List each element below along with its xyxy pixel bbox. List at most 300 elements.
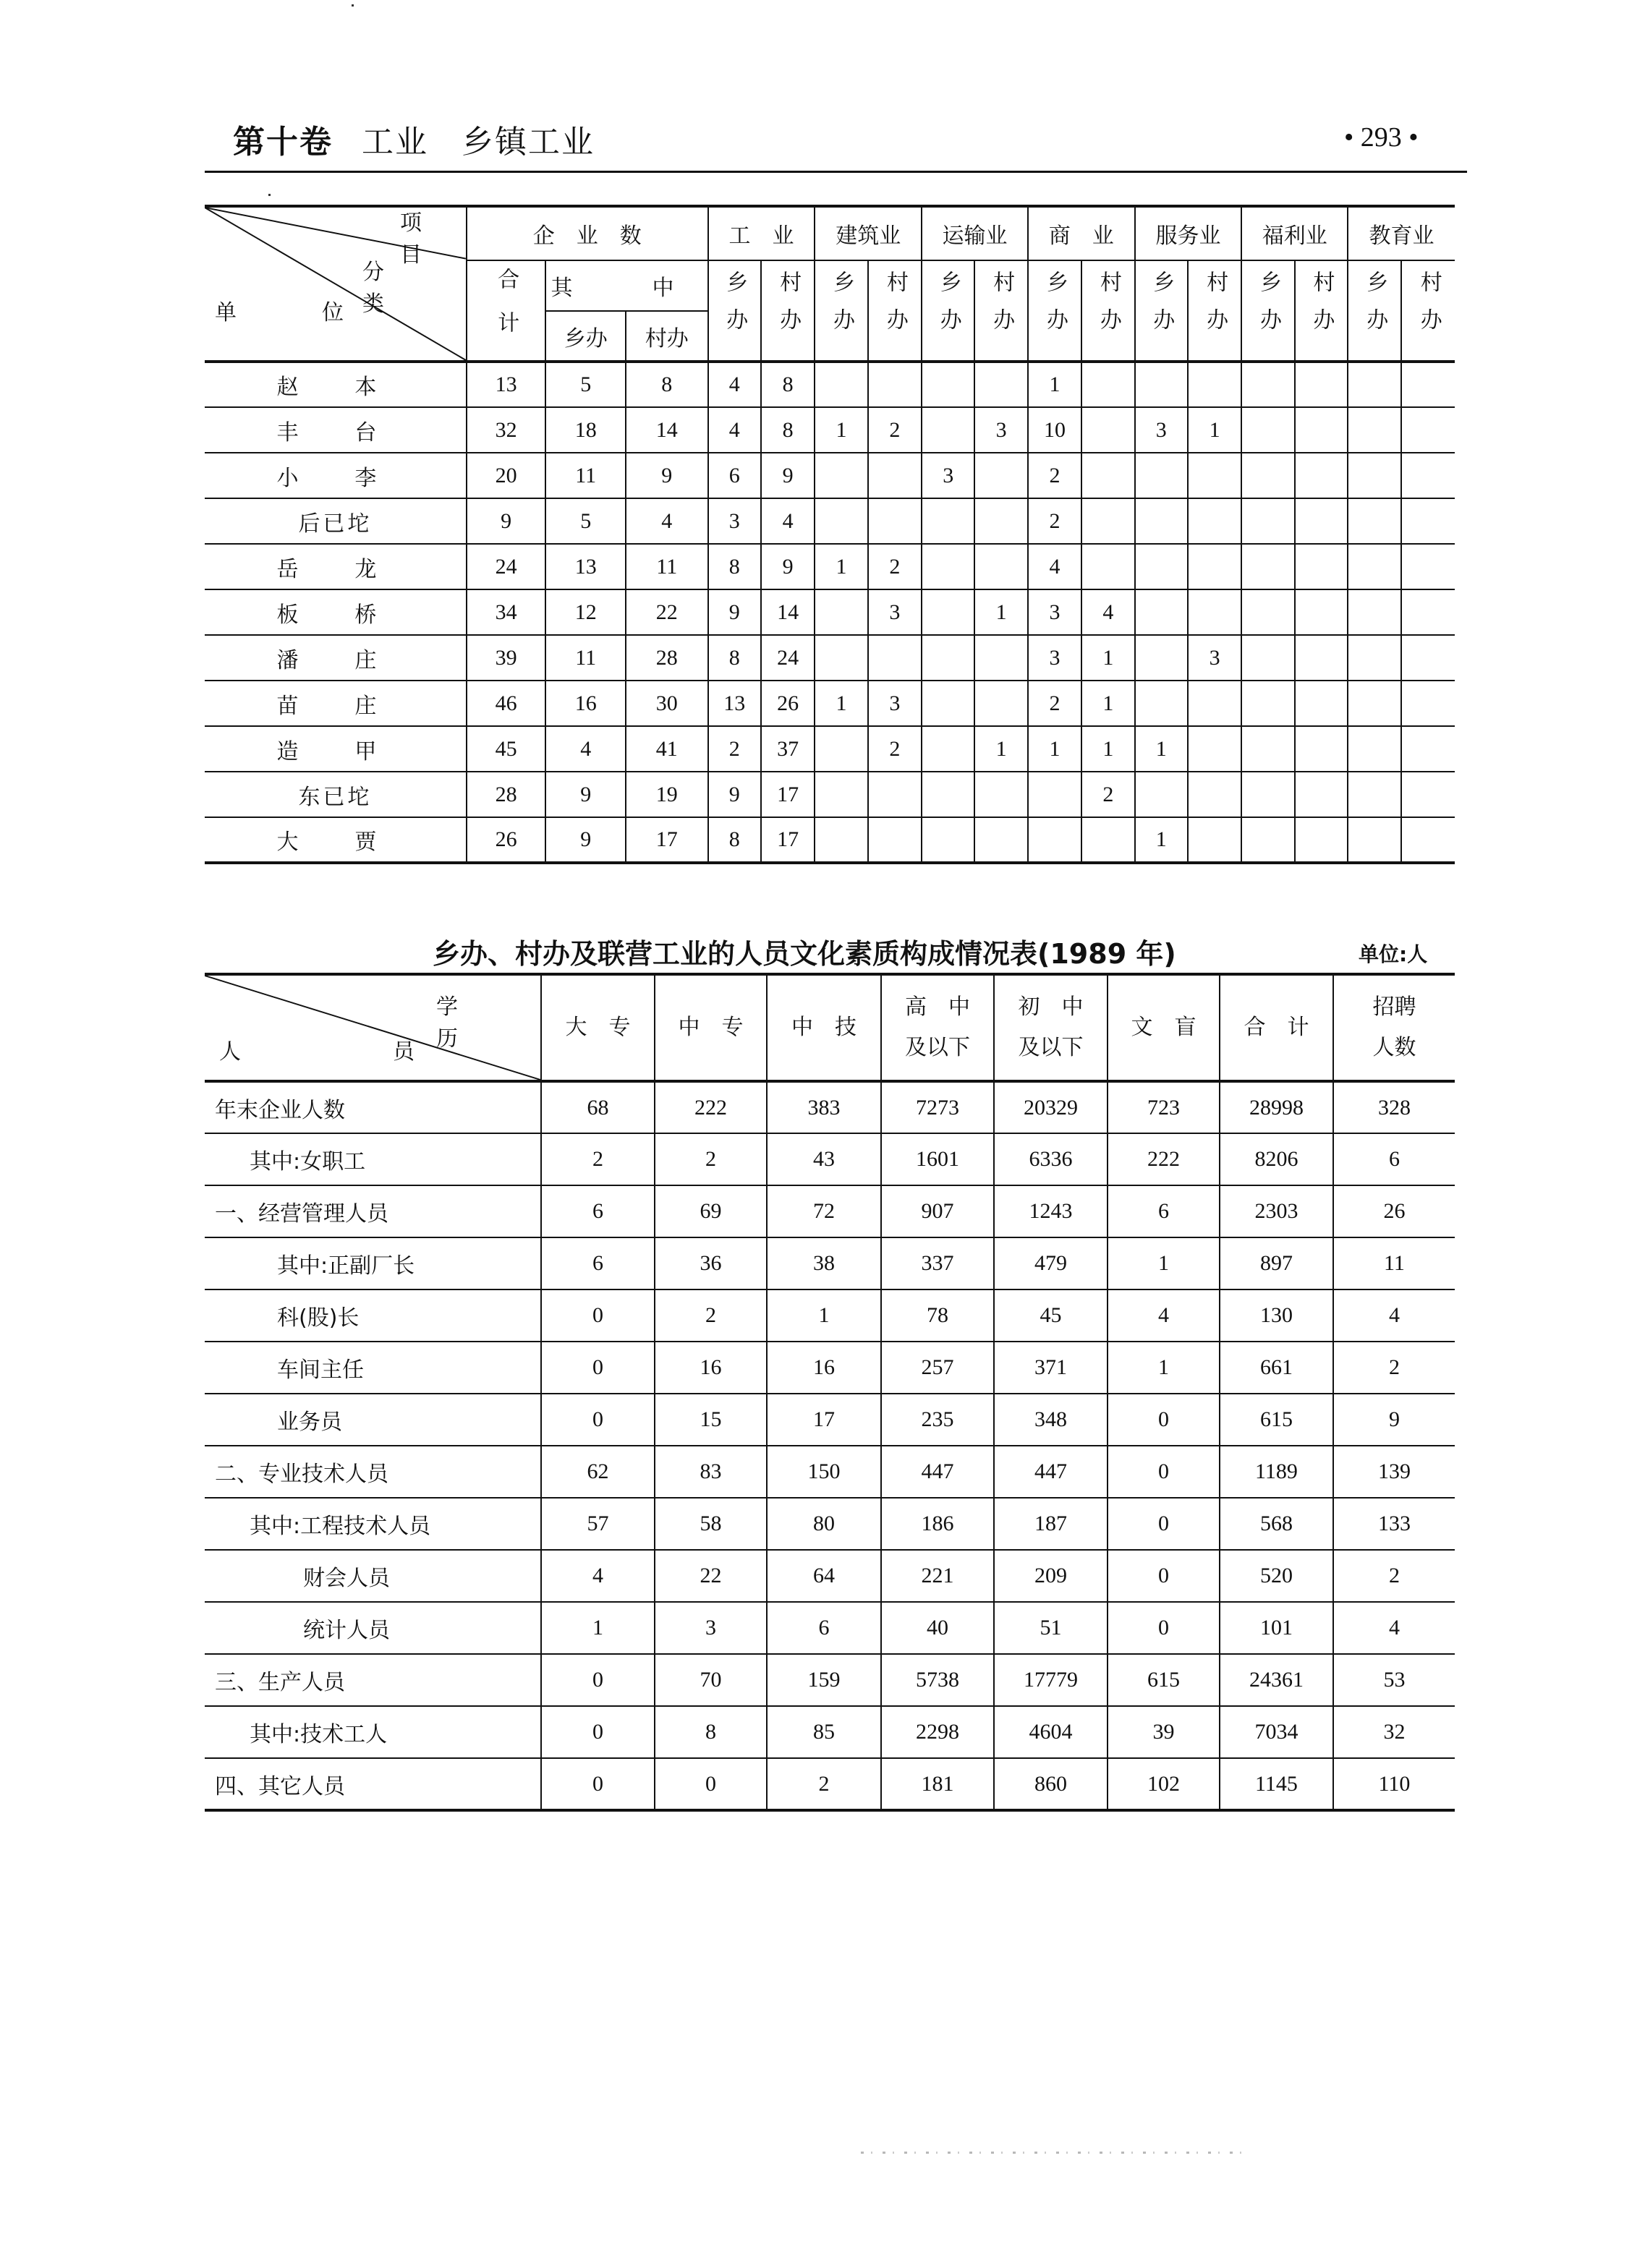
table-cell: 4 (541, 1550, 655, 1602)
table-cell: 568 (1220, 1498, 1333, 1550)
table-cell: 8 (626, 362, 708, 407)
table-cell: 479 (994, 1237, 1108, 1289)
table-cell: 53 (1333, 1654, 1455, 1706)
table-cell (1241, 407, 1294, 453)
group-service: 服务业 (1135, 206, 1242, 260)
table-row (205, 453, 1455, 498)
row-label: 一、经营管理人员 (205, 1185, 541, 1237)
table-cell (922, 544, 974, 589)
table-cell: 447 (994, 1446, 1108, 1498)
table-cell: 24 (761, 635, 815, 681)
table-cell (1188, 589, 1241, 635)
table-cell: 2 (767, 1758, 881, 1810)
table-cell: 130 (1220, 1289, 1333, 1342)
table-cell: 371 (994, 1342, 1108, 1394)
table-cell: 45 (994, 1289, 1108, 1342)
header-row-groups (205, 206, 1455, 260)
column-header (881, 974, 994, 1081)
column-header-line1: 初 中 (1018, 995, 1084, 1019)
table-cell (1241, 544, 1294, 589)
table-cell: 2298 (881, 1706, 994, 1758)
table-cell: 3 (1135, 407, 1188, 453)
table-row (205, 498, 1455, 544)
table1-body (205, 362, 1455, 863)
table-cell: 24361 (1220, 1654, 1333, 1706)
table-cell: 17 (761, 772, 815, 817)
table-cell: 10 (1028, 407, 1081, 453)
table-cell: 46 (467, 681, 546, 726)
table-cell (1188, 772, 1241, 817)
table-cell: 51 (994, 1602, 1108, 1654)
table-cell (974, 817, 1027, 863)
table-cell: 1 (1135, 726, 1188, 772)
sub-commerce-village (1081, 260, 1134, 362)
table-row (205, 544, 1455, 589)
sub-text: 村办 (1096, 270, 1121, 346)
column-header-line2: 人数 (1372, 1036, 1416, 1060)
column-header-line1: 合 计 (1244, 1015, 1309, 1039)
column-header (541, 974, 655, 1081)
header-village-run: 村办 (626, 311, 708, 362)
table-cell: 43 (767, 1133, 881, 1185)
column-header-line1: 文 盲 (1131, 1015, 1196, 1039)
table-cell: 2 (1333, 1550, 1455, 1602)
group-welfare: 福利业 (1241, 206, 1348, 260)
table-cell: 9 (708, 589, 761, 635)
table-cell: 45 (467, 726, 546, 772)
table-cell: 0 (1108, 1602, 1220, 1654)
table-row (205, 1498, 1455, 1550)
table-cell: 328 (1333, 1081, 1455, 1133)
sub-education-village (1401, 260, 1455, 362)
table-cell: 4 (1333, 1602, 1455, 1654)
table-cell (1241, 635, 1294, 681)
table-cell: 80 (767, 1498, 881, 1550)
table-row (205, 1446, 1455, 1498)
sub-text: 村办 (1416, 270, 1441, 346)
table-cell: 257 (881, 1342, 994, 1394)
table-cell: 1145 (1220, 1758, 1333, 1810)
table-cell: 3 (1028, 589, 1081, 635)
row-label: 科(股)长 (205, 1289, 541, 1342)
table-cell: 78 (881, 1289, 994, 1342)
column-header (655, 974, 767, 1081)
sub-text: 村办 (776, 270, 801, 346)
table-cell (1348, 817, 1401, 863)
table-cell (868, 362, 922, 407)
table-cell: 11 (1333, 1237, 1455, 1289)
table-cell (1401, 407, 1455, 453)
table-cell: 181 (881, 1758, 994, 1810)
sub-service-village (1188, 260, 1241, 362)
table-cell (1295, 362, 1348, 407)
row-label: 其中:工程技术人员 (205, 1498, 541, 1550)
sub-industry-township (708, 260, 761, 362)
sub-text: 乡办 (723, 270, 747, 346)
table-cell: 1601 (881, 1133, 994, 1185)
table-cell: 110 (1333, 1758, 1455, 1810)
table-cell (1081, 498, 1134, 544)
table-cell: 9 (626, 453, 708, 498)
table-cell (1348, 772, 1401, 817)
scan-noise (861, 2152, 1251, 2154)
table-cell: 58 (655, 1498, 767, 1550)
table-cell (1188, 681, 1241, 726)
scan-speck (352, 4, 354, 7)
table-cell: 1 (974, 589, 1027, 635)
table-cell (1401, 772, 1455, 817)
table-cell: 36 (655, 1237, 767, 1289)
table-cell: 1 (1081, 681, 1134, 726)
table-cell: 186 (881, 1498, 994, 1550)
column-header-line1: 中 专 (678, 1015, 744, 1039)
table-cell: 1 (815, 681, 867, 726)
table-cell (1135, 362, 1188, 407)
table-cell: 26 (467, 817, 546, 863)
table-cell: 4 (626, 498, 708, 544)
table-cell: 0 (541, 1394, 655, 1446)
table2-body (205, 1081, 1455, 1810)
table-row (205, 1394, 1455, 1446)
column-header-line1: 招聘 (1372, 995, 1416, 1019)
group-transport: 运输业 (922, 206, 1028, 260)
table-row (205, 772, 1455, 817)
table-cell (1241, 681, 1294, 726)
row-label: 统计人员 (205, 1602, 541, 1654)
group-commerce: 商 业 (1028, 206, 1135, 260)
table-cell: 6 (1333, 1133, 1455, 1185)
table-cell: 28 (626, 635, 708, 681)
table-cell (1295, 498, 1348, 544)
table-cell: 4 (708, 362, 761, 407)
table-cell: 24 (467, 544, 546, 589)
table-cell: 0 (541, 1342, 655, 1394)
table-cell (868, 635, 922, 681)
table-cell: 20329 (994, 1081, 1108, 1133)
table-cell: 187 (994, 1498, 1108, 1550)
column-header (1108, 974, 1220, 1081)
table-cell (1295, 453, 1348, 498)
table-cell (1188, 726, 1241, 772)
table-cell (974, 453, 1027, 498)
table-cell: 2303 (1220, 1185, 1333, 1237)
table-cell: 62 (541, 1446, 655, 1498)
sub-welfare-village (1295, 260, 1348, 362)
sub-text: 乡办 (1149, 270, 1174, 346)
table-cell: 6 (767, 1602, 881, 1654)
table-cell (1401, 544, 1455, 589)
corner-unit-label: 单 位 (215, 300, 375, 325)
table-cell (815, 362, 867, 407)
sub-text: 村办 (1309, 270, 1334, 346)
unit-name: 潘 庄 (205, 635, 467, 681)
table-cell (922, 817, 974, 863)
table-cell: 13 (545, 544, 626, 589)
table-cell: 11 (545, 453, 626, 498)
table-cell: 2 (868, 407, 922, 453)
table-cell: 37 (761, 726, 815, 772)
table-cell: 1 (1108, 1237, 1220, 1289)
table-cell: 9 (708, 772, 761, 817)
table-cell (974, 544, 1027, 589)
table-cell: 1 (1028, 726, 1081, 772)
table-cell (974, 681, 1027, 726)
table-cell: 9 (545, 817, 626, 863)
row-label: 财会人员 (205, 1550, 541, 1602)
sub-text: 乡办 (1257, 270, 1281, 346)
corner-category-label: 分 类 (362, 260, 522, 317)
table-cell: 0 (541, 1654, 655, 1706)
table-cell: 383 (767, 1081, 881, 1133)
header-total-text: 合计 (494, 267, 519, 354)
table-cell: 2 (1028, 498, 1081, 544)
sub-text: 乡办 (936, 270, 961, 346)
table-cell: 1 (1135, 817, 1188, 863)
sub-text: 村办 (1203, 270, 1228, 346)
table-cell (1241, 772, 1294, 817)
table-cell: 22 (626, 589, 708, 635)
table-cell: 70 (655, 1654, 767, 1706)
table-cell: 28 (467, 772, 546, 817)
table-cell: 4 (1028, 544, 1081, 589)
table-cell: 221 (881, 1550, 994, 1602)
table-cell: 222 (655, 1081, 767, 1133)
table-row (205, 635, 1455, 681)
table-cell: 1 (1108, 1342, 1220, 1394)
table-row (205, 726, 1455, 772)
table-cell (1401, 726, 1455, 772)
table-cell (1241, 453, 1294, 498)
sub-text: 村办 (990, 270, 1014, 346)
table-row (205, 681, 1455, 726)
column-header-line1: 中 技 (791, 1015, 856, 1039)
table-cell (1135, 772, 1188, 817)
table-row (205, 1758, 1455, 1810)
table-cell (1241, 726, 1294, 772)
table-cell: 3 (922, 453, 974, 498)
table-cell (1295, 681, 1348, 726)
table2-header-row (205, 974, 1455, 1081)
table-cell: 1 (974, 726, 1027, 772)
table-cell: 0 (1108, 1498, 1220, 1550)
unit-name: 后已坨 (205, 498, 467, 544)
table-cell (922, 772, 974, 817)
group-industry: 工 业 (708, 206, 815, 260)
table-cell: 661 (1220, 1342, 1333, 1394)
table-cell (922, 726, 974, 772)
table2-unit: 单位:人 (1359, 942, 1428, 966)
personnel-education-table (205, 973, 1455, 1812)
table-cell: 1243 (994, 1185, 1108, 1237)
table-cell (1188, 362, 1241, 407)
table-cell: 1 (767, 1289, 881, 1342)
page-header (233, 116, 595, 162)
table-cell: 3 (1028, 635, 1081, 681)
table-cell: 3 (974, 407, 1027, 453)
table-cell: 2 (1028, 453, 1081, 498)
sub-welfare-township (1241, 260, 1294, 362)
table-cell: 40 (881, 1602, 994, 1654)
table-cell: 2 (868, 544, 922, 589)
corner-item-label: 项 目 (400, 210, 595, 268)
table-cell: 0 (541, 1289, 655, 1342)
column-header-line2: 及以下 (905, 1036, 970, 1060)
sub-transport-township (922, 260, 974, 362)
table-cell (1241, 589, 1294, 635)
header-township-run: 乡办 (545, 311, 626, 362)
unit-name: 苗 庄 (205, 681, 467, 726)
table-cell: 16 (655, 1342, 767, 1394)
table-cell (1348, 589, 1401, 635)
table-cell: 28998 (1220, 1081, 1333, 1133)
table-cell: 348 (994, 1394, 1108, 1446)
row-label: 年末企业人数 (205, 1081, 541, 1133)
table-cell: 3 (655, 1602, 767, 1654)
table-cell: 22 (655, 1550, 767, 1602)
table-cell: 615 (1220, 1394, 1333, 1446)
table-cell: 85 (767, 1706, 881, 1758)
table-cell: 4604 (994, 1706, 1108, 1758)
table-cell: 72 (767, 1185, 881, 1237)
table-cell: 0 (541, 1758, 655, 1810)
table-cell (922, 498, 974, 544)
table-cell: 150 (767, 1446, 881, 1498)
table-cell: 1 (1028, 362, 1081, 407)
table-cell: 615 (1108, 1654, 1220, 1706)
table-row (205, 1289, 1455, 1342)
table-cell (922, 681, 974, 726)
table-cell: 1 (1188, 407, 1241, 453)
sub-text: 乡办 (830, 270, 854, 346)
table-cell: 4 (1108, 1289, 1220, 1342)
scan-speck (268, 194, 271, 196)
table-cell: 20 (467, 453, 546, 498)
column-header (767, 974, 881, 1081)
table-cell (1348, 726, 1401, 772)
table-cell: 1 (541, 1602, 655, 1654)
table-cell: 3 (1188, 635, 1241, 681)
table-cell (1135, 681, 1188, 726)
table-cell: 9 (545, 772, 626, 817)
table-row (205, 1654, 1455, 1706)
table-cell (974, 498, 1027, 544)
table-row (205, 1550, 1455, 1602)
table-cell: 235 (881, 1394, 994, 1446)
table-cell (1348, 544, 1401, 589)
table-cell (1401, 589, 1455, 635)
sub-construction-township (815, 260, 867, 362)
table-cell (1401, 453, 1455, 498)
row-label: 其中:女职工 (205, 1133, 541, 1185)
table-cell: 13 (467, 362, 546, 407)
table-cell: 907 (881, 1185, 994, 1237)
table-cell: 2 (655, 1289, 767, 1342)
table-cell: 14 (626, 407, 708, 453)
table-cell (974, 635, 1027, 681)
table-cell (815, 498, 867, 544)
table-cell (1188, 453, 1241, 498)
table-row (205, 1342, 1455, 1394)
table-cell (1295, 817, 1348, 863)
table-cell: 14 (761, 589, 815, 635)
table-cell: 2 (541, 1133, 655, 1185)
table-cell: 8 (761, 362, 815, 407)
table-cell: 860 (994, 1758, 1108, 1810)
table-row (205, 1706, 1455, 1758)
sub-industry-village (761, 260, 815, 362)
table-cell (815, 817, 867, 863)
table-row (205, 1237, 1455, 1289)
group-enterprise-count: 企 业 数 (467, 206, 708, 260)
table-cell (1241, 817, 1294, 863)
table-cell: 26 (1333, 1185, 1455, 1237)
table-cell: 2 (868, 726, 922, 772)
table-cell (868, 498, 922, 544)
table-cell: 5 (545, 498, 626, 544)
table-cell (1081, 817, 1134, 863)
table-row (205, 1081, 1455, 1133)
table-cell: 3 (708, 498, 761, 544)
table-cell: 39 (1108, 1706, 1220, 1758)
table-cell (1135, 453, 1188, 498)
table-cell (922, 407, 974, 453)
table-cell: 723 (1108, 1081, 1220, 1133)
table-cell: 16 (767, 1342, 881, 1394)
corner-personnel-label: 人 员 (219, 1039, 451, 1065)
table-cell (1348, 407, 1401, 453)
table-cell (1188, 817, 1241, 863)
table-cell: 6336 (994, 1133, 1108, 1185)
table-cell: 209 (994, 1550, 1108, 1602)
table-cell: 3 (868, 681, 922, 726)
table-cell (1348, 362, 1401, 407)
table-cell (815, 726, 867, 772)
table-cell: 2 (1333, 1342, 1455, 1394)
table-cell (868, 453, 922, 498)
table-cell: 57 (541, 1498, 655, 1550)
table-cell: 39 (467, 635, 546, 681)
table-cell (1348, 453, 1401, 498)
table-cell: 68 (541, 1081, 655, 1133)
unit-name: 大 贾 (205, 817, 467, 863)
table-cell: 8206 (1220, 1133, 1333, 1185)
table-cell: 1 (1081, 635, 1134, 681)
table-cell: 9 (1333, 1394, 1455, 1446)
table-cell: 6 (708, 453, 761, 498)
row-label: 四、其它人员 (205, 1758, 541, 1810)
table-cell: 17 (626, 817, 708, 863)
table-cell: 0 (1108, 1446, 1220, 1498)
table2-title: 乡办、村办及联营工业的人员文化素质构成情况表(1989 年) (433, 938, 1176, 970)
table-cell (922, 362, 974, 407)
column-header-line2: 及以下 (1018, 1036, 1084, 1060)
table-cell: 8 (708, 817, 761, 863)
table-cell: 7034 (1220, 1706, 1333, 1758)
table-cell (1295, 635, 1348, 681)
table-cell: 11 (626, 544, 708, 589)
volume-label: 第十卷 (233, 124, 333, 161)
table-cell: 101 (1220, 1602, 1333, 1654)
table-cell (1241, 498, 1294, 544)
table-cell (1348, 681, 1401, 726)
table-cell: 6 (541, 1185, 655, 1237)
table-row (205, 1602, 1455, 1654)
table-cell: 222 (1108, 1133, 1220, 1185)
row-label: 车间主任 (205, 1342, 541, 1394)
table-cell: 8 (655, 1706, 767, 1758)
table-cell: 17 (761, 817, 815, 863)
table-cell (1295, 589, 1348, 635)
